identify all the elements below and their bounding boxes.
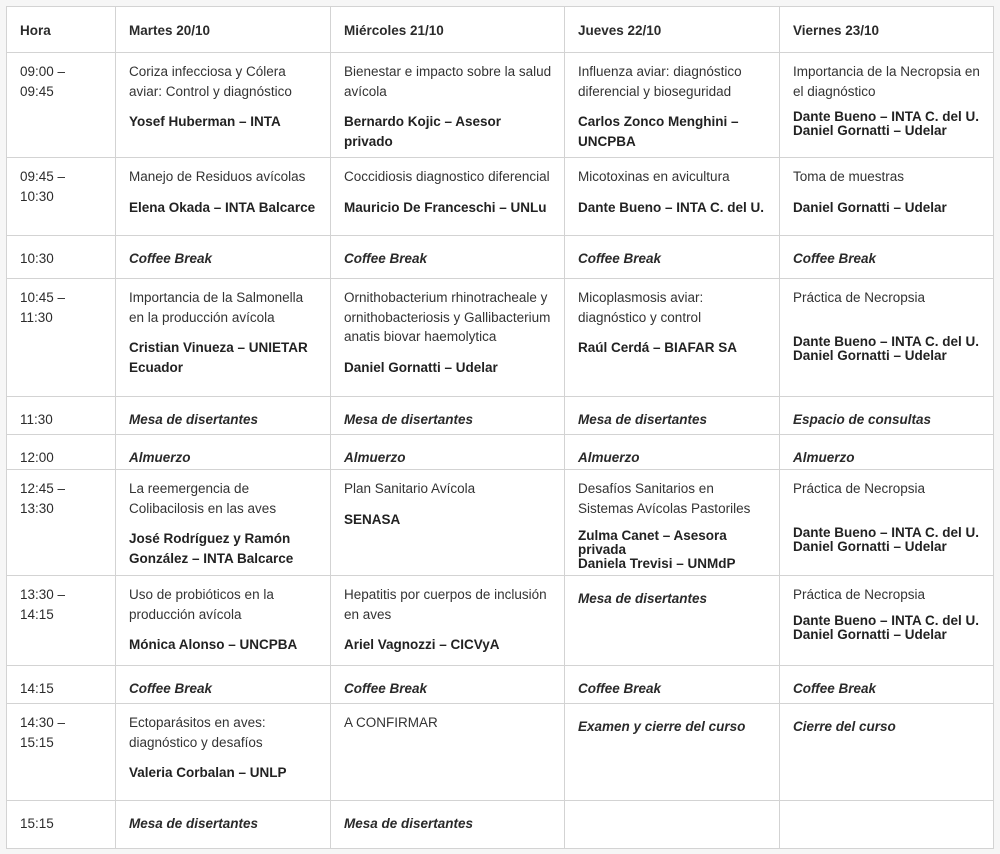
schedule-row [7,279,994,397]
session-cell [331,236,565,279]
session-note: Cierre del curso [793,719,896,734]
session-note: Mesa de disertantes [344,816,474,831]
session-title: La reemergencia de Colibacilosis en las aves [129,481,277,516]
speaker-line: Mónica Alonso – UNCPBA [129,637,298,652]
session-cell [565,435,780,470]
session-title: Influenza aviar: diagnóstico diferencial y bioseguridad [578,64,742,99]
session-title: Coccidiosis diagnostico diferencial [344,169,550,184]
speaker [344,635,552,655]
schedule-row [7,801,994,849]
session-cell [565,397,780,435]
schedule-row [7,53,994,158]
speaker [129,112,318,132]
session-note: Coffee Break [578,251,662,266]
session-note: Coffee Break [344,251,428,266]
time-label: 14:15 [20,681,54,696]
session-title: Ectoparásitos en aves: diagnóstico y desafíos [129,715,266,750]
session-title: Práctica de Necropsia [793,587,926,602]
schedule-table [6,6,994,849]
session-cell [116,158,331,236]
session-note: Almuerzo [344,450,406,465]
session-cell [331,158,565,236]
session-note: Mesa de disertantes [578,591,708,606]
time-label: 11:30 [20,412,53,427]
session-note: Mesa de disertantes [344,412,474,427]
speaker [129,529,318,568]
session-cell [780,435,994,470]
speaker [344,112,552,151]
session-title: Hepatitis por cuerpos de inclusión en aves [344,587,547,622]
session-cell [331,53,565,158]
session-cell [116,801,331,849]
speaker [793,110,981,138]
session-cell [331,470,565,576]
session-title: Práctica de Necropsia [793,290,926,305]
speaker-line: Dante Bueno – INTA C. del U. [793,612,980,628]
time-label: 12:00 [20,450,54,465]
speaker [129,198,318,218]
session-cell [331,397,565,435]
speaker-line: Daniel Gornatti – Udelar [793,199,947,215]
session-cell [116,704,331,801]
speaker-line: Yosef Huberman – INTA [129,114,281,129]
session-cell [116,397,331,435]
speaker-line: Daniel Gornatti – Udelar [344,359,498,375]
speaker-line: Daniel Gornatti – Udelar [793,123,947,138]
speaker-line: Raúl Cerdá – BIAFAR SA [578,340,738,355]
session-title: Práctica de Necropsia [793,481,926,496]
session-title: Toma de muestras [793,169,905,184]
time-label: 14:15 [20,606,54,622]
speaker-line: Cristian Vinueza – UNIETAR Ecuador [129,340,308,375]
session-cell [780,801,994,849]
speaker [793,335,981,363]
time-cell [7,435,116,470]
session-cell [780,53,994,158]
session-cell [780,158,994,236]
session-note: Coffee Break [344,681,428,696]
header-row [7,7,994,53]
speaker-line: Dante Bueno – INTA C. del U. [578,199,765,215]
speaker [344,358,552,378]
session-cell [116,470,331,576]
time-cell [7,801,116,849]
session-cell [331,666,565,704]
session-cell [331,435,565,470]
schedule-row [7,397,994,435]
speaker-line: Dante Bueno – INTA C. del U. [793,524,980,540]
session-cell [116,576,331,666]
session-title: Plan Sanitario Avícola [344,481,476,496]
schedule-row [7,158,994,236]
session-cell [116,53,331,158]
speaker-line: Dante Bueno – INTA C. del U. [793,109,980,124]
session-title: Ornithobacterium rhinotracheale y ornithobacteriosis y Gallibacterium anatis biovar haemolytica [344,290,551,344]
schedule-body [7,53,994,849]
session-cell [565,279,780,397]
speaker-line: Elena Okada – INTA Balcarce [129,199,316,215]
session-cell [780,666,994,704]
speaker [578,529,767,571]
header-day: Viernes 23/10 [780,7,994,53]
time-label: 09:45 [20,83,54,99]
speaker-line: Ariel Vagnozzi – CICVyA [344,637,500,652]
header-hora: Hora [7,7,116,53]
speaker [793,198,981,218]
session-cell [780,704,994,801]
speaker-line: José Rodríguez y Ramón González – INTA Balcarce [129,531,294,566]
session-note: Coffee Break [129,681,213,696]
time-label: 14:30 – [20,715,66,730]
session-cell [331,576,565,666]
schedule-row [7,236,994,279]
session-cell [331,704,565,801]
time-label: 10:30 [20,188,54,204]
session-title: Importancia de la Salmonella en la producción avícola [129,290,304,325]
time-label: 09:45 – [20,169,66,184]
schedule-row [7,704,994,801]
session-cell [116,236,331,279]
speaker [129,763,318,783]
session-note: Examen y cierre del curso [578,719,746,734]
session-cell [565,666,780,704]
session-cell [565,576,780,666]
speaker [578,198,767,218]
time-cell [7,576,116,666]
speaker [129,338,318,377]
header-day: Martes 20/10 [116,7,331,53]
schedule-row [7,435,994,470]
session-title: Uso de probióticos en la producción avícola [129,587,274,622]
session-title: Micoplasmosis aviar: diagnóstico y control [578,290,704,325]
session-title: Manejo de Residuos avícolas [129,169,306,184]
header-day: Jueves 22/10 [565,7,780,53]
time-cell [7,397,116,435]
session-cell [780,279,994,397]
session-cell [331,801,565,849]
session-cell [116,279,331,397]
time-label: 11:30 [20,309,53,325]
time-label: 10:45 – [20,290,66,305]
session-title: A CONFIRMAR [344,715,438,730]
time-cell [7,279,116,397]
speaker-line: Daniel Gornatti – Udelar [793,626,947,642]
time-label: 15:15 [20,734,54,750]
speaker-line: Daniela Trevisi – UNMdP [578,556,736,571]
session-title: Bienestar e impacto sobre la salud avícola [344,64,552,99]
session-title: Importancia de la Necropsia en el diagnóstico [793,64,980,99]
session-note: Coffee Break [578,681,662,696]
speaker-line: Daniel Gornatti – Udelar [793,538,947,554]
session-cell [565,236,780,279]
session-note: Mesa de disertantes [129,412,259,427]
speaker-line: Carlos Zonco Menghini – UNCPBA [578,114,739,149]
session-cell [780,236,994,279]
session-note: Mesa de disertantes [578,412,708,427]
schedule-row [7,576,994,666]
session-cell [565,470,780,576]
time-label: 09:00 – [20,64,66,79]
session-cell [565,801,780,849]
time-cell [7,236,116,279]
speaker [129,635,318,655]
speaker-line: Daniel Gornatti – Udelar [793,347,947,363]
speaker-line: Mauricio De Franceschi – UNLu [344,199,547,215]
session-title: Desafíos Sanitarios en Sistemas Avícolas Pastoriles [578,481,751,516]
session-cell [116,435,331,470]
time-label: 13:30 [20,500,54,516]
speaker-line: SENASA [344,511,401,527]
session-note: Coffee Break [129,251,213,266]
speaker [344,198,552,218]
session-title: Coriza infecciosa y Cólera aviar: Control y diagnóstico [129,64,292,99]
session-note: Coffee Break [793,251,877,266]
speaker [793,526,981,554]
session-note: Almuerzo [129,450,191,465]
header-day: Miércoles 21/10 [331,7,565,53]
time-label: 13:30 – [20,587,66,602]
schedule-row [7,666,994,704]
speaker-line: Bernardo Kojic – Asesor privado [344,114,502,149]
session-title: Micotoxinas en avicultura [578,169,730,184]
session-note: Almuerzo [793,450,855,465]
speaker [578,112,767,151]
session-note: Almuerzo [578,450,640,465]
speaker-line: Zulma Canet – Asesora privada [578,528,727,557]
session-note: Coffee Break [793,681,877,696]
time-label: 12:45 – [20,481,66,496]
session-cell [565,53,780,158]
time-cell [7,704,116,801]
session-cell [780,576,994,666]
schedule-row [7,470,994,576]
session-cell [780,470,994,576]
session-note: Espacio de consultas [793,412,932,427]
speaker [578,338,767,358]
time-cell [7,470,116,576]
session-note: Mesa de disertantes [129,816,259,831]
session-cell [116,666,331,704]
session-cell [780,397,994,435]
session-cell [331,279,565,397]
session-cell [565,704,780,801]
time-label: 15:15 [20,816,54,831]
session-cell [565,158,780,236]
speaker [793,614,981,642]
time-cell [7,666,116,704]
speaker-line: Dante Bueno – INTA C. del U. [793,333,980,349]
time-cell [7,53,116,158]
speaker [344,510,552,530]
speaker-line: Valeria Corbalan – UNLP [129,765,287,780]
time-label: 10:30 [20,251,54,266]
time-cell [7,158,116,236]
